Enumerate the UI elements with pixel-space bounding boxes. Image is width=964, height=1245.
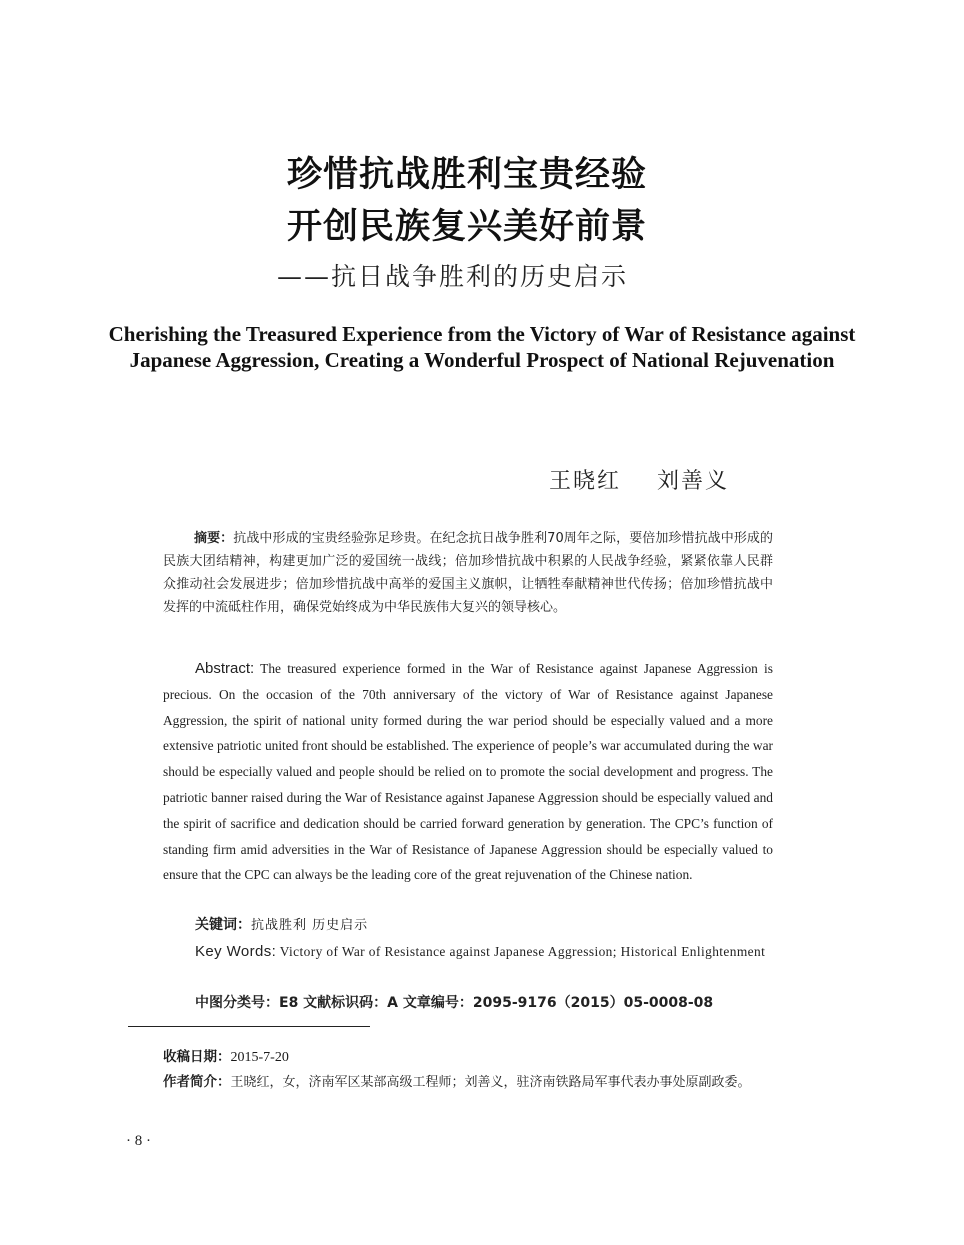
abstract-cn-text: 抗战中形成的宝贵经验弥足珍贵。在纪念抗日战争胜利70周年之际，要倍加珍惜抗战中形成的民族大团结精神，构建更加广泛的爱国统一战线；倍加珍惜抗战中积累的人民战争经验，紧紧依靠人民群众推动社会发展进步；倍加珍惜抗战中高举的爱国主义旗帜，让牺牲奉献精神世代传扬；倍加珍惜抗战中发挥的中流砥柱作用，确保党始终成为中华民族伟大复兴的领导核心。 [163, 531, 773, 615]
page-number: · 8 · [126, 1133, 151, 1149]
authors: 王晓红 刘善义 [549, 469, 729, 494]
classification-line: 中图分类号：E8 文献标识码：A 文章编号：2095-9176（2015）05-0008-08 [195, 995, 714, 1011]
keywords-cn-text: 抗战胜利 历史启示 [251, 918, 369, 933]
title-cn-line2: 开创民族复兴美好前景 [286, 207, 647, 247]
keywords-en-label: Key Words: [195, 943, 277, 960]
abstract-en [163, 656, 773, 888]
title-cn-line1: 珍惜抗战胜利宝贵经验 [286, 155, 647, 195]
received-label: 收稿日期： [163, 1049, 231, 1065]
author-intro [163, 1070, 808, 1095]
footnote-divider [128, 1026, 370, 1027]
keywords-en [163, 939, 773, 965]
abstract-en-label: Abstract: [195, 660, 255, 677]
title-en: Cherishing the Treasured Experience from the Victory of War of Resistance against Japanese Aggression, Creating a Wonderful Prospect of National Rejuvenation [108, 322, 856, 372]
abstract-cn-label: 摘要： [194, 531, 234, 546]
received-value: 2015-7-20 [230, 1050, 289, 1065]
abstract-cn [163, 527, 773, 619]
keywords-cn-label: 关键词： [195, 917, 251, 933]
received-date [163, 1045, 773, 1066]
keywords-en-text: Victory of War of Resistance against Japanese Aggression; Historical Enlightenment [279, 944, 766, 959]
abstract-en-text: The treasured experience formed in the War of Resistance against Japanese Aggression is precious. On the occasion of the 70th anniversary of the victory of War of Resistance against Japanese Aggression, the spirit of national unity formed during the war period should be especially valued and a more extensive patriotic united front should be established. The experience of people’s war accumulated during the war should be especially valued and people should be relied on to promote the social development and progress. The patriotic banner raised during the War of Resistance against Japanese Aggression should be especially valued and the spirit of sacrifice and dedication should be carried forward generation by generation. The CPC’s function of standing firm amid adversities in the War of Resistance of Japanese Aggression should be especially valued to ensure that the CPC can always be the leading core of the great rejuvenation of the Chinese nation. [163, 661, 773, 883]
author-intro-text: 王晓红，女，济南军区某部高级工程师；刘善义，驻济南铁路局军事代表办事处原副政委。 [230, 1075, 751, 1090]
keywords-cn [163, 914, 773, 934]
author-intro-label: 作者简介： [163, 1074, 231, 1090]
title-cn-subtitle: ——抗日战争胜利的历史启示 [277, 262, 629, 291]
